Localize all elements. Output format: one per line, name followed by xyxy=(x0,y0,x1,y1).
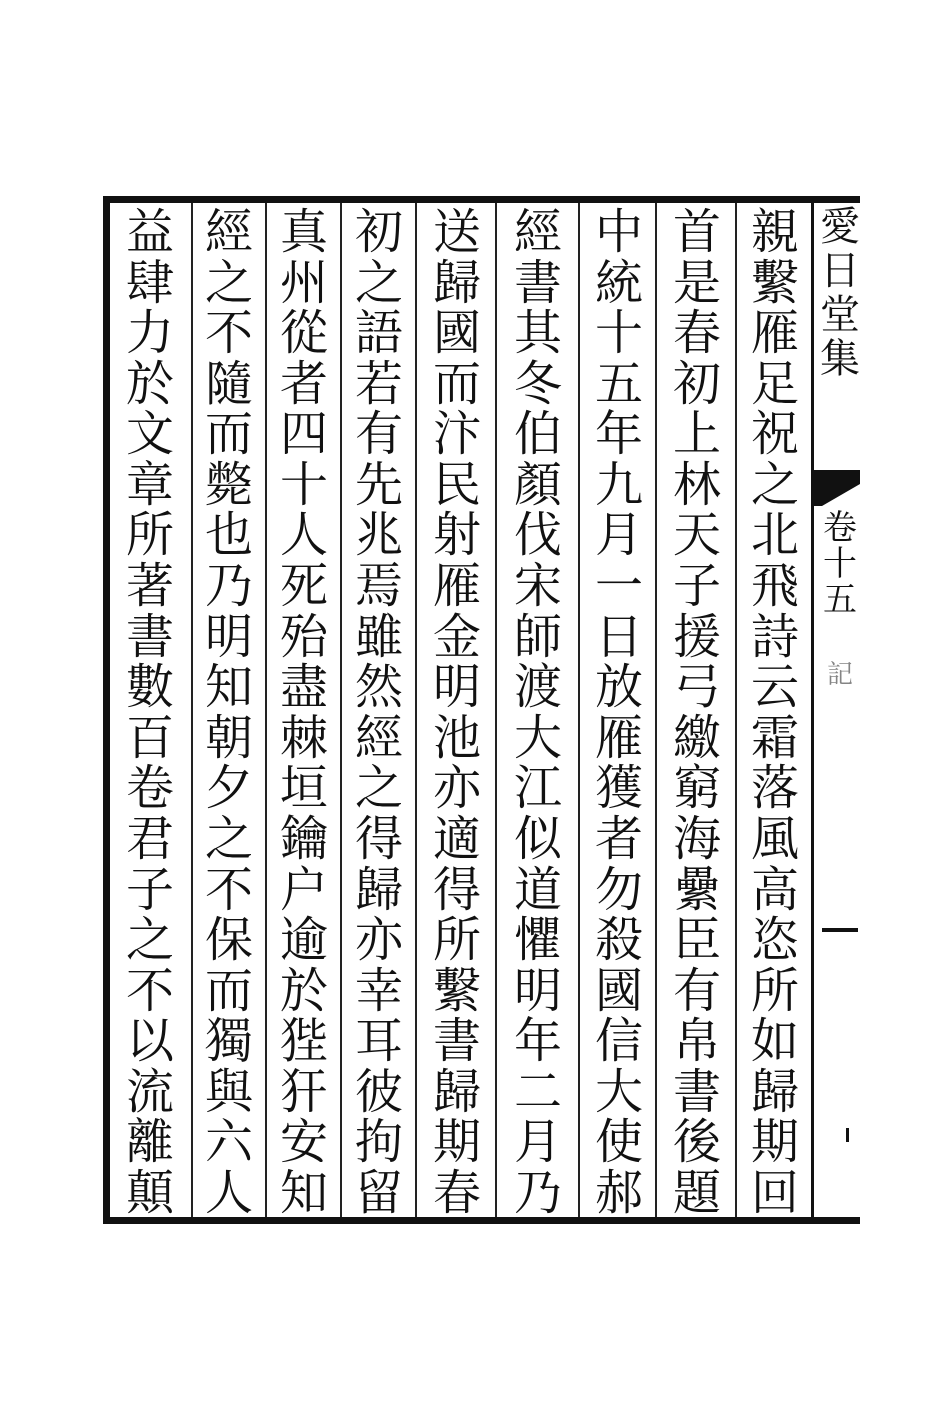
glyph: 首 xyxy=(672,204,721,260)
glyph: 以 xyxy=(125,1013,174,1070)
text-column-2 xyxy=(664,204,730,1221)
glyph: 得 xyxy=(432,861,481,918)
glyph: 年 xyxy=(513,1013,562,1070)
glyph: 帛 xyxy=(672,1013,721,1070)
glyph: 拘 xyxy=(354,1114,403,1171)
glyph: 卷 xyxy=(125,760,174,817)
margin-glyph: 卷 xyxy=(823,508,857,548)
glyph: 親 xyxy=(750,204,799,260)
glyph: 有 xyxy=(672,962,721,1019)
glyph: 年 xyxy=(594,406,643,463)
column-rule xyxy=(415,203,417,1217)
glyph: 繫 xyxy=(432,962,481,1019)
column-rule xyxy=(655,203,657,1217)
glyph: 之 xyxy=(204,254,253,311)
glyph: 逾 xyxy=(279,912,328,969)
column-rule xyxy=(578,203,580,1217)
glyph: 射 xyxy=(432,507,481,564)
column-rule xyxy=(265,203,267,1217)
glyph: 棘 xyxy=(279,709,328,766)
glyph: 繳 xyxy=(672,709,721,766)
glyph: 所 xyxy=(750,962,799,1019)
glyph: 有 xyxy=(354,406,403,463)
glyph: 五 xyxy=(594,355,643,412)
glyph: 經 xyxy=(204,204,253,260)
glyph: 亦 xyxy=(354,912,403,969)
glyph: 經 xyxy=(354,709,403,766)
glyph: 明 xyxy=(513,962,562,1019)
glyph: 著 xyxy=(125,558,174,615)
glyph: 其 xyxy=(513,305,562,362)
glyph: 之 xyxy=(125,912,174,969)
glyph: 肆 xyxy=(125,254,174,311)
glyph: 顏 xyxy=(513,456,562,513)
glyph: 之 xyxy=(354,254,403,311)
glyph: 人 xyxy=(204,1164,253,1221)
glyph: 留 xyxy=(354,1164,403,1221)
glyph: 朝 xyxy=(204,709,253,766)
glyph: 亦 xyxy=(432,760,481,817)
glyph: 江 xyxy=(513,760,562,817)
glyph: 知 xyxy=(279,1164,328,1221)
glyph: 章 xyxy=(125,456,174,513)
glyph: 雁 xyxy=(594,709,643,766)
book-title xyxy=(818,205,862,381)
glyph: 流 xyxy=(125,1063,174,1120)
glyph: 國 xyxy=(432,305,481,362)
margin-glyph: 堂 xyxy=(820,292,860,338)
glyph: 冬 xyxy=(513,355,562,412)
glyph: 日 xyxy=(594,608,643,665)
glyph: 書 xyxy=(125,608,174,665)
glyph: 而 xyxy=(204,962,253,1019)
glyph: 獨 xyxy=(204,1013,253,1070)
glyph: 期 xyxy=(432,1114,481,1171)
glyph: 不 xyxy=(125,962,174,1019)
glyph: 池 xyxy=(432,709,481,766)
glyph: 殆 xyxy=(279,608,328,665)
glyph: 隨 xyxy=(204,355,253,412)
glyph: 書 xyxy=(672,1063,721,1120)
glyph: 於 xyxy=(125,355,174,412)
glyph: 春 xyxy=(432,1164,481,1221)
glyph: 大 xyxy=(594,1063,643,1120)
glyph: 適 xyxy=(432,810,481,867)
glyph: 援 xyxy=(672,608,721,665)
glyph: 數 xyxy=(125,659,174,716)
glyph: 月 xyxy=(513,1114,562,1171)
glyph: 明 xyxy=(204,608,253,665)
glyph: 後 xyxy=(672,1114,721,1171)
glyph: 九 xyxy=(594,456,643,513)
glyph: 期 xyxy=(750,1114,799,1171)
glyph: 十 xyxy=(279,456,328,513)
glyph: 力 xyxy=(125,305,174,362)
glyph: 國 xyxy=(594,962,643,1019)
glyph: 落 xyxy=(750,760,799,817)
glyph: 信 xyxy=(594,1013,643,1070)
text-column-4 xyxy=(505,204,571,1221)
glyph: 於 xyxy=(279,962,328,1019)
glyph: 之 xyxy=(750,456,799,513)
glyph: 繫 xyxy=(750,254,799,311)
glyph: 十 xyxy=(594,305,643,362)
margin-rule xyxy=(811,196,814,1224)
glyph: 顛 xyxy=(125,1164,174,1221)
glyph: 四 xyxy=(279,406,328,463)
volume-number xyxy=(820,510,860,618)
margin-glyph: 十 xyxy=(823,544,857,584)
text-column-1 xyxy=(742,204,808,1221)
margin-glyph: 記 xyxy=(826,660,853,690)
glyph: 經 xyxy=(513,204,562,260)
glyph: 兆 xyxy=(354,507,403,564)
glyph: 百 xyxy=(125,709,174,766)
glyph: 伐 xyxy=(513,507,562,564)
glyph: 户 xyxy=(279,861,328,918)
glyph: 垣 xyxy=(279,760,328,817)
glyph: 益 xyxy=(125,204,174,260)
glyph: 所 xyxy=(432,912,481,969)
glyph: 若 xyxy=(354,355,403,412)
glyph: 放 xyxy=(594,659,643,716)
glyph: 君 xyxy=(125,810,174,867)
glyph: 飛 xyxy=(750,558,799,615)
glyph: 盡 xyxy=(279,659,328,716)
column-rule xyxy=(735,203,737,1217)
glyph: 霜 xyxy=(750,709,799,766)
glyph: 書 xyxy=(513,254,562,311)
glyph: 語 xyxy=(354,305,403,362)
glyph: 弓 xyxy=(672,659,721,716)
glyph: 郝 xyxy=(594,1164,643,1221)
glyph: 明 xyxy=(432,659,481,716)
glyph: 題 xyxy=(672,1164,721,1221)
glyph: 乃 xyxy=(204,558,253,615)
glyph: 纍 xyxy=(672,861,721,918)
section-label xyxy=(822,650,858,700)
glyph: 而 xyxy=(204,406,253,463)
glyph: 歸 xyxy=(354,861,403,918)
glyph: 二 xyxy=(513,1063,562,1120)
glyph: 春 xyxy=(672,305,721,362)
glyph: 月 xyxy=(594,507,643,564)
glyph: 先 xyxy=(354,456,403,513)
glyph: 似 xyxy=(513,810,562,867)
glyph: 獲 xyxy=(594,760,643,817)
margin-glyph: 愛 xyxy=(820,204,860,250)
glyph: 保 xyxy=(204,912,253,969)
glyph: 鑰 xyxy=(279,810,328,867)
glyph: 歸 xyxy=(432,1063,481,1120)
column-rule xyxy=(495,203,497,1217)
glyph: 耳 xyxy=(354,1013,403,1070)
glyph: 文 xyxy=(125,406,174,463)
glyph: 狴 xyxy=(279,1013,328,1070)
glyph: 雁 xyxy=(750,305,799,362)
column-rule xyxy=(191,203,193,1217)
text-column-7 xyxy=(271,204,337,1221)
glyph: 上 xyxy=(672,406,721,463)
margin-glyph: 日 xyxy=(820,248,860,294)
glyph: 子 xyxy=(125,861,174,918)
glyph: 不 xyxy=(204,861,253,918)
glyph: 人 xyxy=(279,507,328,564)
glyph: 如 xyxy=(750,1013,799,1070)
margin-glyph: 五 xyxy=(823,580,857,620)
glyph: 與 xyxy=(204,1063,253,1120)
glyph: 北 xyxy=(750,507,799,564)
glyph: 者 xyxy=(594,810,643,867)
glyph: 得 xyxy=(354,810,403,867)
glyph: 初 xyxy=(672,355,721,412)
glyph: 使 xyxy=(594,1114,643,1171)
text-column-6 xyxy=(346,204,412,1221)
glyph: 殺 xyxy=(594,912,643,969)
glyph: 焉 xyxy=(354,558,403,615)
glyph: 幸 xyxy=(354,962,403,1019)
glyph: 是 xyxy=(672,254,721,311)
glyph: 雖 xyxy=(354,608,403,665)
glyph: 伯 xyxy=(513,406,562,463)
text-column-5 xyxy=(424,204,490,1221)
glyph: 中 xyxy=(594,204,643,260)
glyph: 民 xyxy=(432,456,481,513)
text-column-3 xyxy=(586,204,652,1221)
glyph: 從 xyxy=(279,305,328,362)
page-number xyxy=(822,928,858,932)
glyph: 知 xyxy=(204,659,253,716)
glyph: 雁 xyxy=(432,558,481,615)
text-column-8 xyxy=(196,204,262,1221)
glyph: 之 xyxy=(204,810,253,867)
glyph: 懼 xyxy=(513,912,562,969)
glyph: 所 xyxy=(125,507,174,564)
glyph: 海 xyxy=(672,810,721,867)
glyph: 宋 xyxy=(513,558,562,615)
glyph: 一 xyxy=(594,558,643,615)
glyph: 初 xyxy=(354,204,403,260)
glyph: 云 xyxy=(750,659,799,716)
glyph: 乃 xyxy=(513,1164,562,1221)
glyph: 彼 xyxy=(354,1063,403,1120)
glyph: 詩 xyxy=(750,608,799,665)
glyph: 然 xyxy=(354,659,403,716)
glyph: 風 xyxy=(750,810,799,867)
glyph: 林 xyxy=(672,456,721,513)
glyph: 道 xyxy=(513,861,562,918)
glyph: 勿 xyxy=(594,861,643,918)
glyph: 不 xyxy=(204,305,253,362)
margin-tick xyxy=(846,1128,849,1142)
glyph: 夕 xyxy=(204,760,253,817)
glyph: 真 xyxy=(279,204,328,260)
glyph: 書 xyxy=(432,1013,481,1070)
column-rule xyxy=(340,203,342,1217)
glyph: 犴 xyxy=(279,1063,328,1120)
glyph: 子 xyxy=(672,558,721,615)
glyph: 大 xyxy=(513,709,562,766)
glyph: 天 xyxy=(672,507,721,564)
glyph: 足 xyxy=(750,355,799,412)
glyph: 歸 xyxy=(750,1063,799,1120)
glyph: 送 xyxy=(432,204,481,260)
glyph: 高 xyxy=(750,861,799,918)
glyph: 死 xyxy=(279,558,328,615)
glyph: 師 xyxy=(513,608,562,665)
glyph: 恣 xyxy=(750,912,799,969)
glyph: 之 xyxy=(354,760,403,817)
glyph: 窮 xyxy=(672,760,721,817)
fish-tail-mark xyxy=(814,470,860,506)
margin-glyph: 集 xyxy=(820,336,860,382)
glyph: 統 xyxy=(594,254,643,311)
glyph: 回 xyxy=(750,1164,799,1221)
text-column-9 xyxy=(117,204,183,1221)
glyph: 而 xyxy=(432,355,481,412)
glyph: 汴 xyxy=(432,406,481,463)
glyph: 六 xyxy=(204,1114,253,1171)
glyph: 安 xyxy=(279,1114,328,1171)
glyph: 臣 xyxy=(672,912,721,969)
glyph: 渡 xyxy=(513,659,562,716)
glyph: 州 xyxy=(279,254,328,311)
glyph: 祝 xyxy=(750,406,799,463)
glyph: 金 xyxy=(432,608,481,665)
glyph: 也 xyxy=(204,507,253,564)
glyph: 離 xyxy=(125,1114,174,1171)
glyph: 者 xyxy=(279,355,328,412)
glyph: 斃 xyxy=(204,456,253,513)
glyph: 歸 xyxy=(432,254,481,311)
